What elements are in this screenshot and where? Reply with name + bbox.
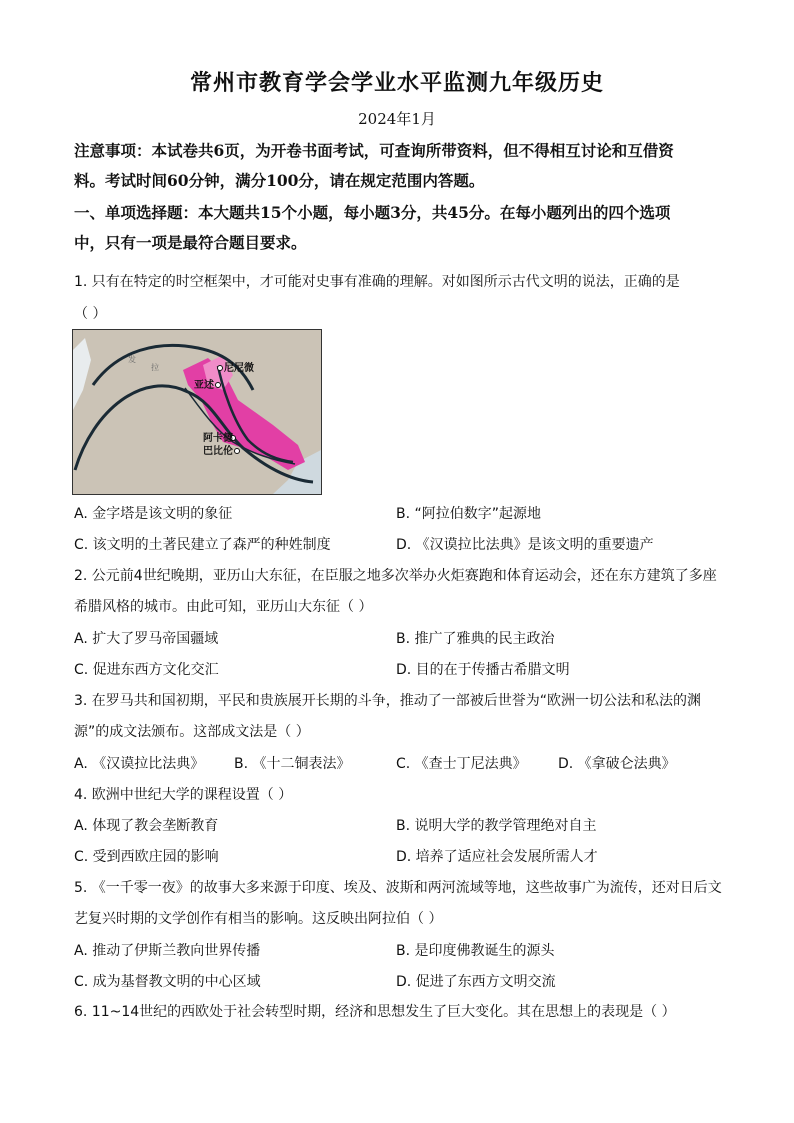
page-title: 常州市教育学会学业水平监测九年级历史 (189, 70, 604, 96)
notice-line-2: 料。考试时间60分钟，满分100分，请在规定范围内答题。 (74, 171, 485, 190)
map-city-nineveh (218, 366, 223, 371)
q4-option-d: D. 培养了适应社会发展所需人才 (396, 849, 598, 865)
map-label-nineveh: 尼尼微 (224, 363, 254, 374)
question-3-line-2: 源”的成文法颁布。这部成文法是（ ） (74, 724, 310, 740)
section-heading-line-2: 中，只有一项是最符合题目要求。 (74, 233, 307, 252)
q3-option-a: A. 《汉谟拉比法典》 (74, 756, 205, 772)
q5-option-a: A. 推动了伊斯兰教向世界传播 (74, 943, 261, 959)
map-label-assur: 亚述 (194, 380, 214, 391)
map-city-assur (216, 383, 221, 388)
q4-option-a: A. 体现了教会垄断教育 (74, 818, 219, 834)
q3-option-d: D. 《拿破仑法典》 (558, 756, 676, 772)
q5-option-c: C. 成为基督教文明的中心区域 (74, 974, 261, 990)
question-6-line-1: 6. 11~14世纪的西欧处于社会转型时期，经济和思想发生了巨大变化。其在思想上的表现是（ ） (74, 1004, 676, 1020)
q2-option-d: D. 目的在于传播古希腊文明 (396, 662, 570, 678)
q1-option-d: D. 《汉谟拉比法典》是该文明的重要遗产 (396, 537, 654, 553)
q2-option-a: A. 扩大了罗马帝国疆域 (74, 631, 219, 647)
question-1-line-2: （ ） (74, 306, 107, 322)
map-faint-label-2: 拉 (151, 363, 159, 372)
q2-option-b: B. 推广了雅典的民主政治 (396, 631, 555, 647)
map-city-babylon (235, 449, 240, 454)
q1-option-a: A. 金字塔是该文明的象征 (74, 506, 233, 522)
q5-option-d: D. 促进了东西方文明交流 (396, 974, 556, 990)
map-label-akkad: 阿卡德 (203, 433, 233, 444)
map-faint-label-1: 发 (128, 355, 136, 364)
q4-option-c: C. 受到西欧庄园的影响 (74, 849, 219, 865)
question-5-line-1: 5. 《一千零一夜》的故事大多来源于印度、埃及、波斯和两河流域等地，这些故事广为流传，还对日后文 (74, 880, 722, 896)
question-1-line-1: 1. 只有在特定的时空框架中，才可能对史事有准确的理解。对如图所示古代文明的说法，正确的是 (74, 274, 680, 290)
q3-option-c: C. 《查士丁尼法典》 (396, 756, 527, 772)
q4-option-b: B. 说明大学的教学管理绝对自主 (396, 818, 597, 834)
map-label-babylon: 巴比伦 (203, 446, 233, 457)
q3-option-b: B. 《十二铜表法》 (234, 756, 351, 772)
question-4-line-1: 4. 欧洲中世纪大学的课程设置（ ） (74, 787, 293, 803)
q2-option-c: C. 促进东西方文化交汇 (74, 662, 219, 678)
question-3-line-1: 3. 在罗马共和国初期，平民和贵族展开长期的斗争，推动了一部被后世誉为“欧洲一切公法和私法的渊 (74, 693, 702, 709)
notice-line-1: 注意事项：本试卷共6页，为开卷书面考试，可查询所带资料，但不得相互讨论和互借资 (74, 141, 674, 160)
section-heading-line-1: 一、单项选择题：本大题共15个小题，每小题3分，共45分。在每小题列出的四个选项 (74, 203, 671, 222)
q1-option-c: C. 该文明的土著民建立了森严的种姓制度 (74, 537, 331, 553)
question-5-line-2: 艺复兴时期的文学创作有相当的影响。这反映出阿拉伯（ ） (74, 911, 443, 927)
question-2-line-1: 2. 公元前4世纪晚期，亚历山大东征，在臣服之地多次举办火炬赛跑和体育运动会，还在东方建筑了多座 (74, 568, 717, 584)
map-graphic (73, 330, 321, 494)
map-land (73, 330, 321, 494)
q1-option-b: B. “阿拉伯数字”起源地 (396, 506, 542, 522)
question-2-line-2: 希腊风格的城市。由此可知，亚历山大东征（ ） (74, 599, 373, 615)
exam-date: 2024年1月 (358, 110, 436, 128)
q5-option-b: B. 是印度佛教诞生的源头 (396, 943, 555, 959)
mesopotamia-map (72, 329, 322, 495)
